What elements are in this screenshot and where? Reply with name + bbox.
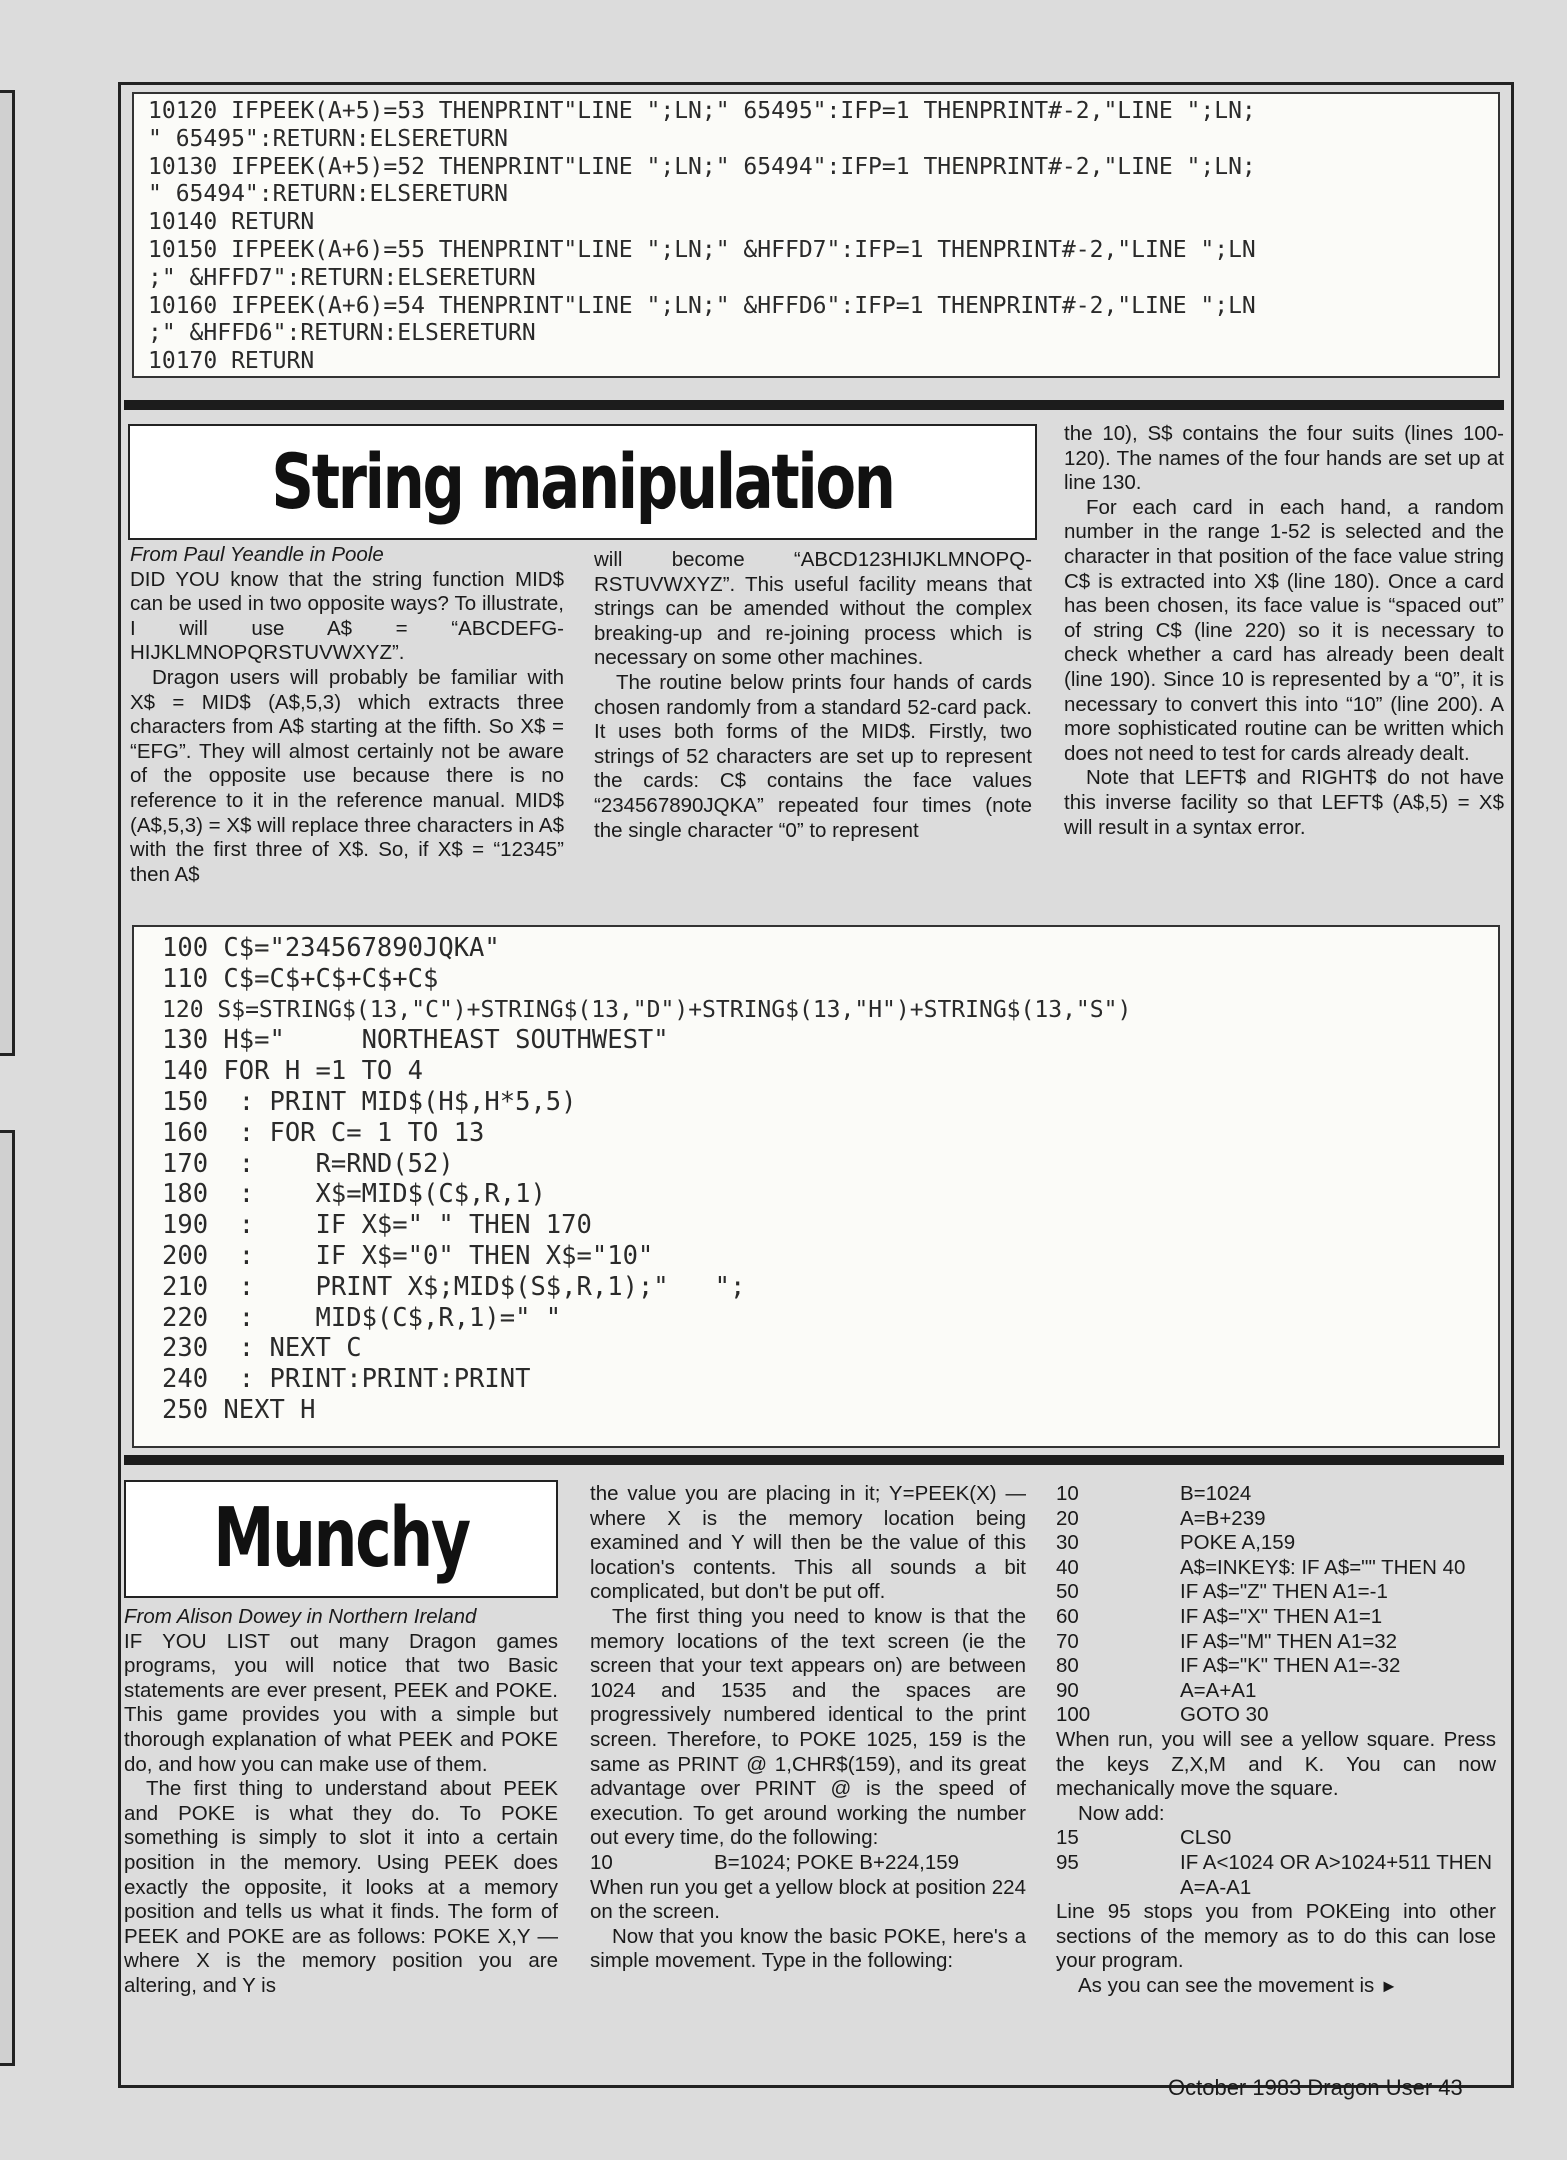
byline: From Alison Dowey in Northern Ireland [124, 1605, 477, 1628]
paragraph: Line 95 stops you from POKEing into other sections of the memory as to do this can lose your program. [1056, 1900, 1496, 1973]
statement: IF A$="M" THEN A1=32 [1180, 1629, 1398, 1653]
statement: A$=INKEY$: IF A$="" THEN 40 [1180, 1555, 1466, 1579]
paragraph: the value you are placing in it; Y=PEEK(X) — where X is the memory location being examined and Y will then be the value of this location's contents. This all sounds a bit complicated, but don't be put off. [590, 1482, 1026, 1604]
paragraph: the 10), S$ contains the four suits (lines 100-120). The names of the four hands are set up at line 130. [1064, 422, 1504, 495]
code-listing-top [132, 92, 1500, 378]
continue-arrow-icon: ► [1379, 1975, 1398, 1996]
line-number: 80 [1056, 1654, 1079, 1678]
paragraph: DID YOU know that the string function MID$ can be used in two opposite ways? To illustrate, I will use A$ = “ABCDEFG-HIJKLMNOPQRSTUVWXYZ”. [130, 567, 564, 665]
code-line: 250 NEXT H [162, 1394, 316, 1425]
statement: IF A$="Z" THEN A1=-1 [1180, 1580, 1388, 1604]
paragraph: Note that LEFT$ and RIGHT$ do not have this inverse facility so that LEFT$ (A$,5) = X$ will result in a syntax error. [1064, 766, 1504, 839]
code-line: 140 FOR H =1 TO 4 [162, 1056, 423, 1087]
line-number: 40 [1056, 1555, 1079, 1579]
code-line [1056, 1826, 1496, 1851]
munchy-article-column-2 [590, 1482, 1026, 1974]
code-line: 220 : MID$(C$,R,1)=" " [162, 1302, 562, 1333]
code-line: 10170 RETURN [148, 348, 315, 375]
code-line [1056, 1679, 1496, 1704]
code-line: 10150 IFPEEK(A+6)=55 THENPRINT"LINE ";LN;" &HFFD7":IFP=1 THENPRINT#-2,"LINE ";LN [148, 236, 1256, 263]
page-footer: October 1983 Dragon User 43 [1168, 2075, 1463, 2100]
statement: IF A<1024 OR A>1024+511 THEN A=A-A1 [1180, 1850, 1493, 1899]
paragraph: When run you get a yellow block at position 224 on the screen. [590, 1875, 1026, 1924]
section-divider [124, 400, 1504, 410]
paragraph: The routine below prints four hands of cards chosen randomly from a standard 52-card pack. It uses both forms of the MID$. Firstly, two strings of 52 characters are set up to represent the cards: C$ contains the face values “234567890JQKA” repeated four times (note the single character “0” to represent [594, 670, 1032, 842]
code-line: 150 : PRINT MID$(H$,H*5,5) [162, 1086, 577, 1117]
code-line: 180 : X$=MID$(C$,R,1) [162, 1179, 546, 1210]
paragraph: For each card in each hand, a random number in the range 1-52 is selected and the character in that position of the face value string C$ is extracted into X$ (line 180). Once a card has been chosen, its face value is “spaced out” of string C$ (line 220) so it is necessary to check whether a card has already been dealt (line 190). Since 10 is represented by a “0”, it is necessary to convert this into “10” (line 200). A more sophisticated routine can be written which does not need to test for cards already dealt. [1064, 495, 1504, 765]
code-line: " 65495":RETURN:ELSERETURN [148, 125, 509, 152]
string-article-column-2 [594, 548, 1032, 843]
code-line: 10140 RETURN [148, 209, 315, 236]
paragraph: will become “ABCD123HIJKLMNOPQ-RSTUVWXYZ”. This useful facility means that strings can be amended without the complex breaking-up and re-joining process which is necessary on some other machines. [594, 548, 1032, 670]
code-line: ;" &HFFD6":RETURN:ELSERETURN [148, 320, 536, 347]
code-line: 230 : NEXT C [162, 1333, 362, 1364]
string-manipulation-title-box [128, 424, 1037, 540]
munchy-article-column-3 [1056, 1482, 1496, 1998]
code-line [1056, 1630, 1496, 1655]
code-line: ;" &HFFD7":RETURN:ELSERETURN [148, 264, 536, 291]
line-number: 95 [1056, 1850, 1079, 1874]
munchy-title-box [124, 1480, 558, 1598]
code-line: 100 C$="234567890JQKA" [162, 933, 500, 963]
code-line [1056, 1703, 1496, 1728]
code-line: 190 : IF X$=" " THEN 170 [162, 1210, 592, 1241]
statement: B=1024 [1180, 1482, 1252, 1505]
adjacent-page-edge [0, 90, 15, 1056]
code-line: 10130 IFPEEK(A+5)=52 THENPRINT"LINE ";LN;" 65494":IFP=1 THENPRINT#-2,"LINE ";LN; [148, 153, 1256, 180]
statement: GOTO 30 [1180, 1703, 1269, 1727]
code-line [1056, 1482, 1496, 1507]
adjacent-page-edge-lower [0, 1130, 15, 2066]
code-line [590, 1851, 1026, 1876]
line-number: 90 [1056, 1678, 1079, 1702]
continued-text: As you can see the movement is [1078, 1973, 1375, 1997]
code-line: 120 S$=STRING$(13,"C")+STRING$(13,"D")+STRING$(13,"H")+STRING$(13,"S") [162, 996, 1132, 1023]
code-line: 160 : FOR C= 1 TO 13 [162, 1117, 485, 1148]
line-number: 30 [1056, 1531, 1079, 1555]
code-line: 10160 IFPEEK(A+6)=54 THENPRINT"LINE ";LN;" &HFFD6":IFP=1 THENPRINT#-2,"LINE ";LN [148, 292, 1256, 319]
code-line: " 65494":RETURN:ELSERETURN [148, 181, 509, 208]
code-line: 110 C$=C$+C$+C$+C$ [162, 963, 439, 994]
paragraph: When run, you will see a yellow square. Press the keys Z,X,M and K. You can now mechanically move the square. [1056, 1727, 1496, 1801]
code-line: 170 : R=RND(52) [162, 1148, 454, 1179]
byline: From Paul Yeandle in Poole [130, 543, 384, 566]
line-number: 10 [590, 1850, 613, 1874]
line-number: 100 [1056, 1703, 1091, 1727]
line-number: 15 [1056, 1826, 1079, 1850]
line-number: 50 [1056, 1580, 1079, 1604]
code-line [1056, 1556, 1496, 1581]
article-title: String manipulation [271, 437, 894, 526]
statement: CLS0 [1180, 1826, 1232, 1850]
line-number: 10 [1056, 1482, 1079, 1505]
paragraph: The first thing you need to know is that the memory locations of the text screen (ie the screen that your text appears on) are between 1024 and 1535 and the spaces are progressively numbered identical to the print screen. Therefore, to POKE 1025, 159 is the same as PRINT @ 1,CHR$(159), and its great advantage over PRINT @ is the speed of execution. To get around working the number out every time, do the following: [590, 1604, 1026, 1850]
code-line [1056, 1654, 1496, 1679]
code-line: 130 H$=" NORTHEAST SOUTHWEST" [162, 1025, 669, 1056]
paragraph: Dragon users will probably be familiar with X$ = MID$ (A$,5,3) which extracts three characters from A$ starting at the fifth. So X$ = “EFG”. They will almost certainly not be aware of the opposite use because there is no reference to it in the reference manual. MID$ (A$,5,3) = X$ will replace three characters in A$ with the first three of X$. So, if X$ = “12345” then A$ [130, 665, 564, 886]
code-line [1056, 1531, 1496, 1556]
code-line: 210 : PRINT X$;MID$(S$,R,1);" "; [162, 1271, 746, 1302]
statement: POKE A,159 [1180, 1531, 1296, 1555]
code-listing-cards [132, 925, 1500, 1448]
code-line: 240 : PRINT:PRINT:PRINT [162, 1364, 531, 1395]
code-line [1056, 1507, 1496, 1532]
statement: A=A+A1 [1180, 1678, 1257, 1702]
paragraph: Now that you know the basic POKE, here's a simple movement. Type in the following: [590, 1924, 1026, 1973]
paragraph: IF YOU LIST out many Dragon games programs, you will notice that two Basic statements are ever present, PEEK and POKE. This game provides you with a simple but thorough explanation of what PEEK and POKE do, and how you can make use of them. [124, 1629, 558, 1776]
code-line: 200 : IF X$="0" THEN X$="10" [162, 1240, 654, 1271]
paragraph [1056, 1974, 1496, 1999]
code-line [1056, 1605, 1496, 1630]
section-divider [124, 1455, 1504, 1465]
code-line: 10120 IFPEEK(A+5)=53 THENPRINT"LINE ";LN;" 65495":IFP=1 THENPRINT#-2,"LINE ";LN; [148, 98, 1256, 124]
now-add-label: Now add: [1078, 1801, 1165, 1825]
string-article-column-1 [130, 543, 564, 887]
statement: B=1024; POKE B+224,159 [714, 1850, 960, 1874]
paragraph: The first thing to understand about PEEK and POKE is what they do. To POKE something is simply to slot it into a certain position in the memory. Using PEEK does exactly the opposite, it looks at a memory position and tells us what it finds. The form of PEEK and POKE are as follows: POKE X,Y — where X is the memory position you are altering, and Y is [124, 1777, 558, 1997]
code-line [1056, 1851, 1496, 1900]
line-number: 60 [1056, 1604, 1079, 1628]
statement: A=B+239 [1180, 1506, 1266, 1530]
statement: IF A$="X" THEN A1=1 [1180, 1604, 1383, 1628]
code-line [1056, 1580, 1496, 1605]
line-number: 20 [1056, 1506, 1079, 1530]
article-title: Munchy [213, 1491, 469, 1586]
munchy-article-column-1 [124, 1605, 558, 1999]
statement: IF A$="K" THEN A1=-32 [1180, 1654, 1401, 1678]
line-number: 70 [1056, 1629, 1079, 1653]
string-article-column-3 [1064, 422, 1504, 840]
